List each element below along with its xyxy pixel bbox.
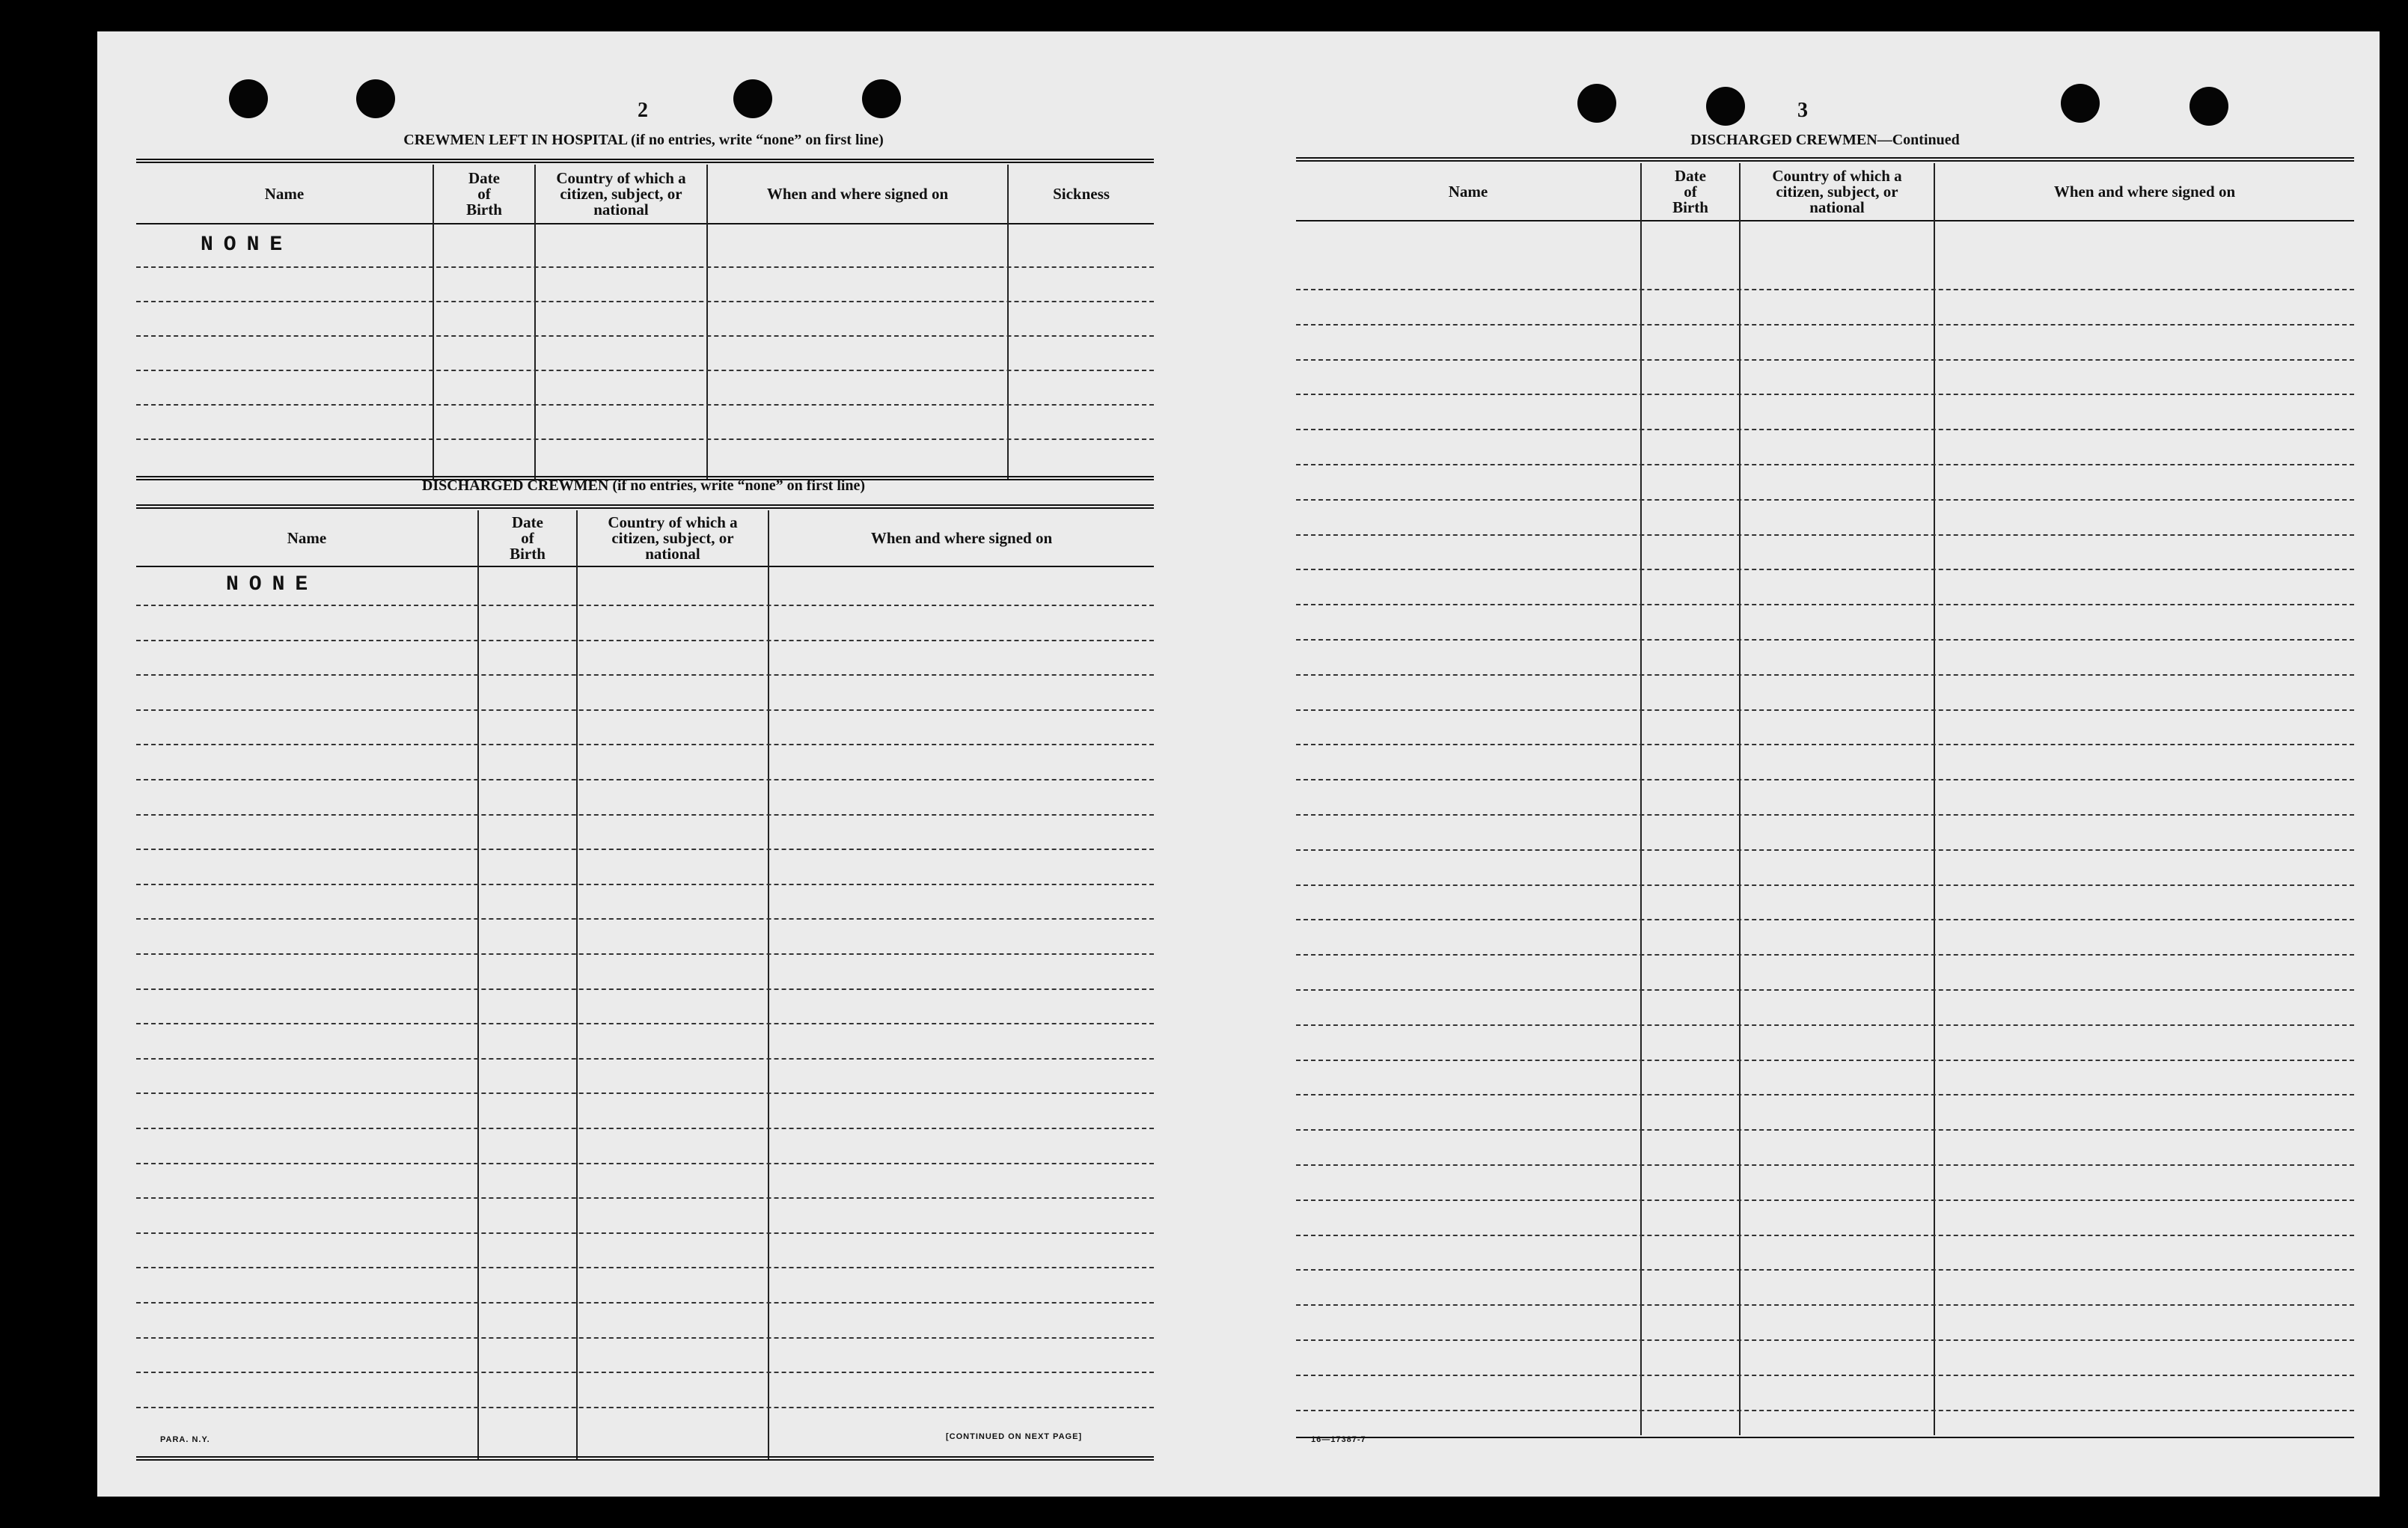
table-top-rule: [136, 504, 1154, 509]
column-divider: [1739, 163, 1741, 1435]
punch-hole: [862, 79, 901, 118]
entry-line: [136, 1197, 1154, 1199]
entry-line: [1296, 464, 2354, 465]
column-header-signed-on: When and where signed on: [870, 528, 1053, 547]
table-bottom-rule: [1296, 1437, 2354, 1438]
column-header-name: Name: [1448, 182, 1488, 201]
entry-line: [1296, 569, 2354, 570]
entry-line: [136, 779, 1154, 780]
entry-line: [136, 918, 1154, 920]
entry-line: [136, 301, 1154, 302]
column-header-country: Country of which a citizen, subject, or national: [556, 168, 686, 218]
entry-line: [136, 1128, 1154, 1129]
entry-line: [1296, 1269, 2354, 1271]
punch-hole: [1706, 87, 1745, 126]
column-divider: [433, 165, 434, 480]
entry-line: [1296, 604, 2354, 605]
table-header: [136, 165, 1154, 223]
entry-line: [136, 814, 1154, 816]
entry-line: [1296, 499, 2354, 501]
entry-line: [136, 674, 1154, 676]
column-header-sickness: Sickness: [1053, 184, 1110, 203]
entry-line: [136, 605, 1154, 606]
punch-hole: [356, 79, 395, 118]
form-number: 16—17387-7: [1311, 1435, 1366, 1444]
page-number: 2: [638, 99, 648, 122]
entry-line: [1296, 814, 2354, 816]
entry-line: [136, 709, 1154, 711]
entry-line: [1296, 1235, 2354, 1236]
column-header-date-of-birth: Date of Birth: [1672, 166, 1708, 216]
entry-line: [136, 988, 1154, 990]
entry-line: [1296, 989, 2354, 991]
entry-line: [1296, 954, 2354, 956]
table-header: [136, 510, 1154, 566]
entry-line: [136, 1023, 1154, 1024]
entry-line: [1296, 394, 2354, 395]
continued-note: [CONTINUED ON NEXT PAGE]: [946, 1432, 1083, 1441]
entry-line: [1296, 779, 2354, 780]
column-divider: [706, 165, 708, 480]
entry-line: [1296, 289, 2354, 290]
column-header-country: Country of which a citizen, subject, or national: [608, 513, 738, 563]
column-header-signed-on: When and where signed on: [766, 184, 949, 203]
entry-line: [1296, 1129, 2354, 1131]
column-header-name: Name: [264, 184, 305, 203]
entry-line: [1296, 1375, 2354, 1376]
entry-line: [1296, 359, 2354, 361]
entry-line: [136, 1372, 1154, 1373]
entry-line: [1296, 429, 2354, 430]
entry-line: [1296, 1339, 2354, 1341]
entry-line: [136, 640, 1154, 641]
entry-line: [136, 370, 1154, 371]
column-divider: [1640, 163, 1642, 1435]
table-bottom-rule: [136, 1456, 1154, 1461]
entry-line: [1296, 324, 2354, 326]
header-bottom-rule: [136, 223, 1154, 224]
printer-mark: PARA. N.Y.: [160, 1435, 210, 1444]
section-title-discharged-continued: DISCHARGED CREWMEN—Continued: [1690, 132, 1960, 148]
entry-line: [136, 744, 1154, 745]
punch-hole: [229, 79, 268, 118]
entry-line: [136, 1337, 1154, 1339]
entry-line: [136, 1058, 1154, 1060]
entry-line: [136, 335, 1154, 337]
column-divider: [576, 510, 578, 1459]
column-divider: [1934, 163, 1935, 1435]
section-title-discharged: DISCHARGED CREWMEN (if no entries, write “none” on first line): [421, 477, 866, 494]
discharged-table: [136, 504, 1154, 1470]
column-header-signed-on: When and where signed on: [2053, 182, 2236, 201]
column-header-date-of-birth: Date of Birth: [510, 513, 546, 563]
entry-line: [136, 1232, 1154, 1234]
punch-hole: [2061, 84, 2100, 123]
entry-line: [1296, 1164, 2354, 1166]
column-header-date-of-birth: Date of Birth: [466, 168, 502, 218]
entry-line: [136, 266, 1154, 268]
page-number: 3: [1797, 99, 1808, 122]
entry-line: [1296, 709, 2354, 711]
entry-line: [136, 849, 1154, 850]
discharged-continued-table: [1296, 157, 2354, 1467]
punch-hole: [2189, 87, 2228, 126]
column-divider: [534, 165, 536, 480]
punch-hole: [1577, 84, 1616, 123]
header-bottom-rule: [136, 566, 1154, 567]
entry-line: [1296, 1060, 2354, 1061]
entry-line: [136, 438, 1154, 440]
table-top-rule: [1296, 157, 2354, 162]
entry-line: [1296, 639, 2354, 641]
discharged-entry: NONE: [226, 573, 319, 596]
entry-line: [136, 1407, 1154, 1408]
form-sheet: [97, 31, 2380, 1497]
entry-line: [136, 1092, 1154, 1094]
hospital-entry: NONE: [201, 233, 293, 257]
column-divider: [1007, 165, 1009, 480]
entry-line: [1296, 534, 2354, 536]
column-divider: [768, 510, 769, 1459]
header-bottom-rule: [1296, 220, 2354, 221]
entry-line: [1296, 1200, 2354, 1201]
entry-line: [1296, 1094, 2354, 1095]
entry-line: [1296, 884, 2354, 886]
table-top-rule: [136, 159, 1154, 163]
punch-hole: [733, 79, 772, 118]
entry-line: [1296, 919, 2354, 920]
entry-line: [136, 1163, 1154, 1164]
column-divider: [477, 510, 479, 1459]
section-title-hospital: CREWMEN LEFT IN HOSPITAL (if no entries, write “none” on first line): [403, 132, 884, 148]
entry-line: [1296, 849, 2354, 851]
entry-line: [136, 404, 1154, 406]
entry-line: [1296, 744, 2354, 745]
hospital-table: [136, 159, 1154, 488]
entry-line: [1296, 1304, 2354, 1306]
entry-line: [136, 1302, 1154, 1304]
entry-line: [1296, 1410, 2354, 1411]
entry-line: [136, 884, 1154, 885]
column-header-country: Country of which a citizen, subject, or national: [1772, 166, 1902, 216]
entry-line: [1296, 674, 2354, 676]
entry-line: [136, 953, 1154, 955]
entry-line: [1296, 1024, 2354, 1026]
column-header-name: Name: [287, 528, 327, 547]
table-header: [1296, 163, 2354, 220]
entry-line: [136, 1267, 1154, 1268]
